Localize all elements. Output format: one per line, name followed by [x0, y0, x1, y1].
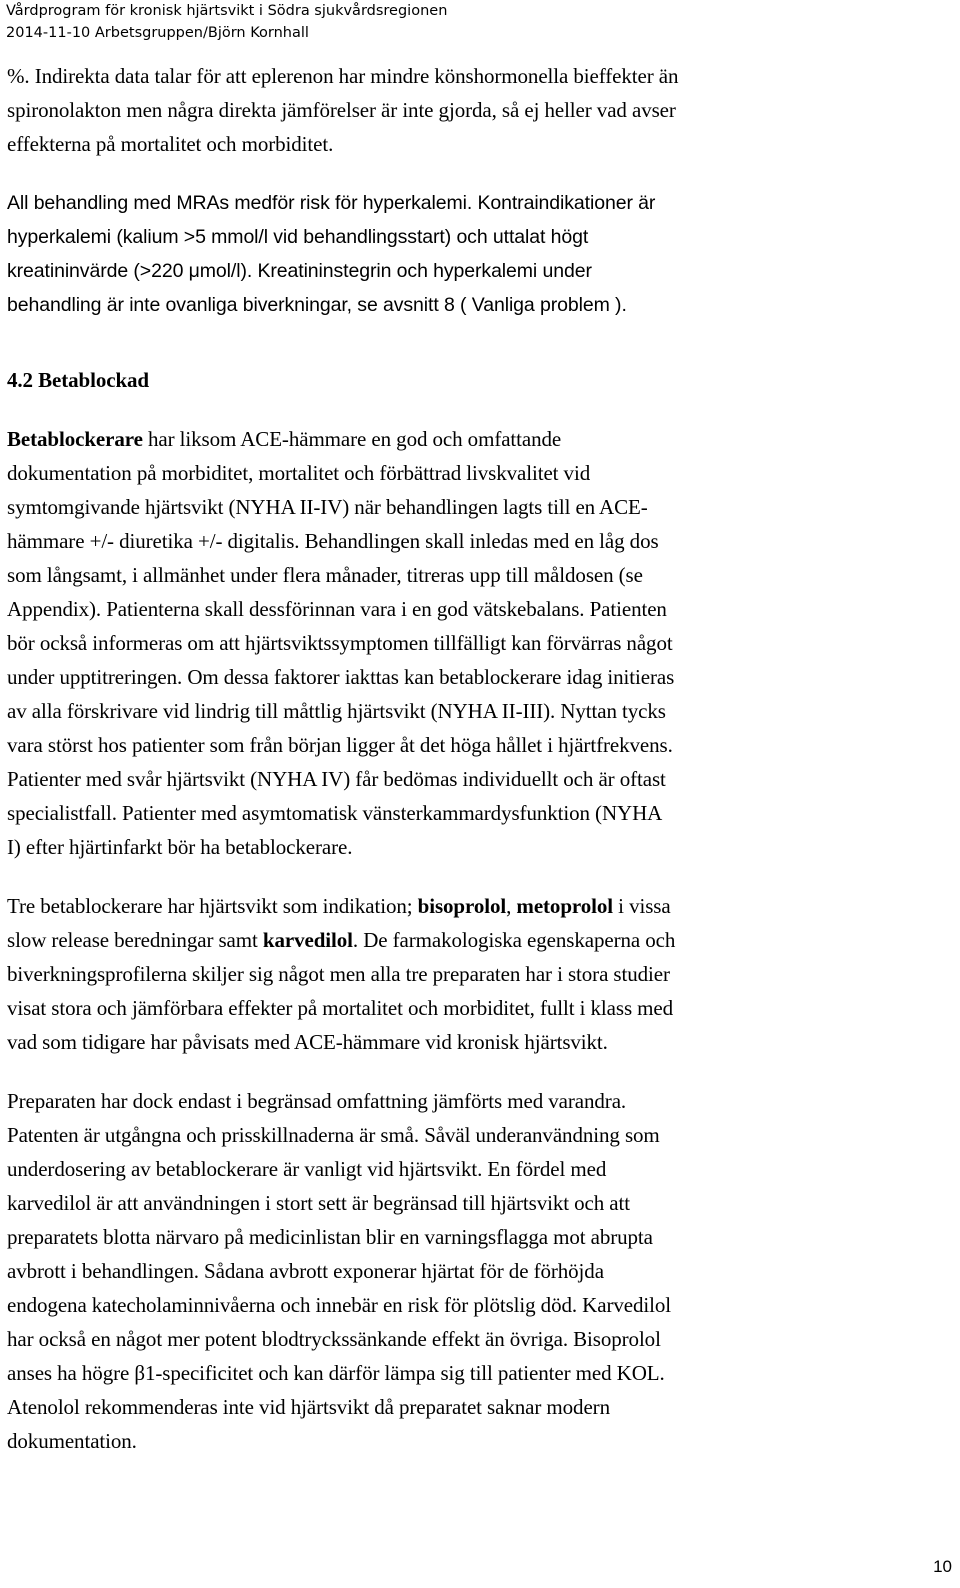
- text-line: I) efter hjärtinfarkt bör ha betablockerare.: [7, 835, 353, 859]
- text-line: vad som tidigare har påvisats med ACE-hämmare vid kronisk hjärtsvikt.: [7, 1030, 608, 1054]
- text-line: specialistfall. Patienter med asymtomatisk vänsterkammardysfunktion (NYHA: [7, 801, 663, 825]
- text-line: avbrott i behandlingen. Sådana avbrott exponerar hjärtat för de förhöjda: [7, 1259, 604, 1283]
- bold-term: Betablockerare: [7, 427, 143, 451]
- text-line: underdosering av betablockerare är vanligt vid hjärtsvikt. En fördel med: [7, 1157, 607, 1181]
- text-line: under upptitreringen. Om dessa faktorer iakttas kan betablockerare idag initieras: [7, 665, 675, 689]
- text-line: biverkningsprofilerna skiljer sig något men alla tre preparaten har i stora studier: [7, 962, 670, 986]
- text-line: har också en något mer potent blodtryckssänkande effekt än övriga. Bisoprolol: [7, 1327, 661, 1351]
- text-line: Appendix). Patienterna skall dessförinnan vara i en god vätskebalans. Patienten: [7, 597, 667, 621]
- text-line: hyperkalemi (kalium >5 mmol/l vid behandlingsstart) och uttalat högt: [7, 226, 589, 248]
- text-line: All behandling med MRAs medför risk för hyperkalemi. Kontraindikationer är: [7, 192, 656, 214]
- text-line: vara störst hos patienter som från början ligger åt det höga hållet i hjärtfrekvens.: [7, 733, 673, 757]
- bold-term: metoprolol: [516, 894, 614, 918]
- text-line: visat stora och jämförbara effekter på mortalitet och morbiditet, fullt i klass med: [7, 996, 674, 1020]
- text-line: dokumentation.: [7, 1429, 137, 1453]
- text-line: som långsamt, i allmänhet under flera månader, titreras upp till måldosen (se: [7, 563, 643, 587]
- text-line: spironolakton men några direkta jämförelser är inte gjorda, så ej heller vad avser: [7, 98, 676, 122]
- text-line: preparatets blotta närvaro på medicinlistan blir en varningsflagga mot abrupta: [7, 1225, 653, 1249]
- paragraph-betablockers: [7, 422, 955, 864]
- paragraph-hyperkalemia: [7, 186, 955, 322]
- text-line: slow release beredningar samt karvedilol. De farmakologiska egenskaperna och: [7, 928, 676, 952]
- text-line: %. Indirekta data talar för att eplerenon har mindre könshormonella bieffekter än: [7, 64, 679, 88]
- text-line: symtomgivande hjärtsvikt (NYHA II-IV) när behandlingen lagts till en ACE-: [7, 495, 648, 519]
- header-title: Vårdprogram för kronisk hjärtsvikt i Södra sjukvårdsregionen: [6, 3, 448, 19]
- page-number: 10: [933, 1557, 952, 1576]
- text-line: Patienter med svår hjärtsvikt (NYHA IV) får bedömas individuellt och är oftast: [7, 767, 666, 791]
- text-line: Tre betablockerare har hjärtsvikt som indikation; bisoprolol, metoprolol i vissa: [7, 894, 671, 918]
- document-body: [7, 59, 955, 1458]
- header-date-author: 2014-11-10 Arbetsgruppen/Björn Kornhall: [6, 25, 309, 41]
- text-line: dokumentation på morbiditet, mortalitet och förbättrad livskvalitet vid: [7, 461, 591, 485]
- paragraph-indications: [7, 889, 955, 1059]
- section-heading: 4.2 Betablockad: [7, 368, 150, 392]
- text-line: Atenolol rekommenderas inte vid hjärtsvikt då preparatet saknar modern: [7, 1395, 610, 1419]
- text-line: hämmare +/- diuretika +/- digitalis. Behandlingen skall inledas med en låg dos: [7, 529, 659, 553]
- paragraph-comparison: [7, 1084, 955, 1458]
- bold-term: karvedilol: [262, 928, 353, 952]
- text-line: bör också informeras om att hjärtsviktssymptomen tillfälligt kan förvärras något: [7, 631, 673, 655]
- text-line: effekterna på mortalitet och morbiditet.: [7, 132, 334, 156]
- text-line: endogena katecholaminnivåerna och innebär en risk för plötslig död. Karvedilol: [7, 1293, 671, 1317]
- bold-term: bisoprolol: [417, 894, 507, 918]
- text-line: Patenten är utgångna och prisskillnaderna är små. Såväl underanvändning som: [7, 1123, 660, 1147]
- running-header: [6, 0, 447, 44]
- paragraph-eplerenon: [7, 59, 955, 161]
- text-line: behandling är inte ovanliga biverkningar, se avsnitt 8 ( Vanliga problem ).: [7, 294, 627, 316]
- text-line: karvedilol är att användningen i stort sett är begränsad till hjärtsvikt och att: [7, 1191, 630, 1215]
- text-line: anses ha högre β1-specificitet och kan därför lämpa sig till patienter med KOL.: [7, 1361, 665, 1385]
- text-line: Betablockerare har liksom ACE-hämmare en god och omfattande: [7, 427, 562, 451]
- text-line: kreatininvärde (>220 μmol/l). Kreatininstegrin och hyperkalemi under: [7, 260, 592, 282]
- text-line: av alla förskrivare vid lindrig till måttlig hjärtsvikt (NYHA II-III). Nyttan tycks: [7, 699, 666, 723]
- text-line: Preparaten har dock endast i begränsad omfattning jämförts med varandra.: [7, 1089, 627, 1113]
